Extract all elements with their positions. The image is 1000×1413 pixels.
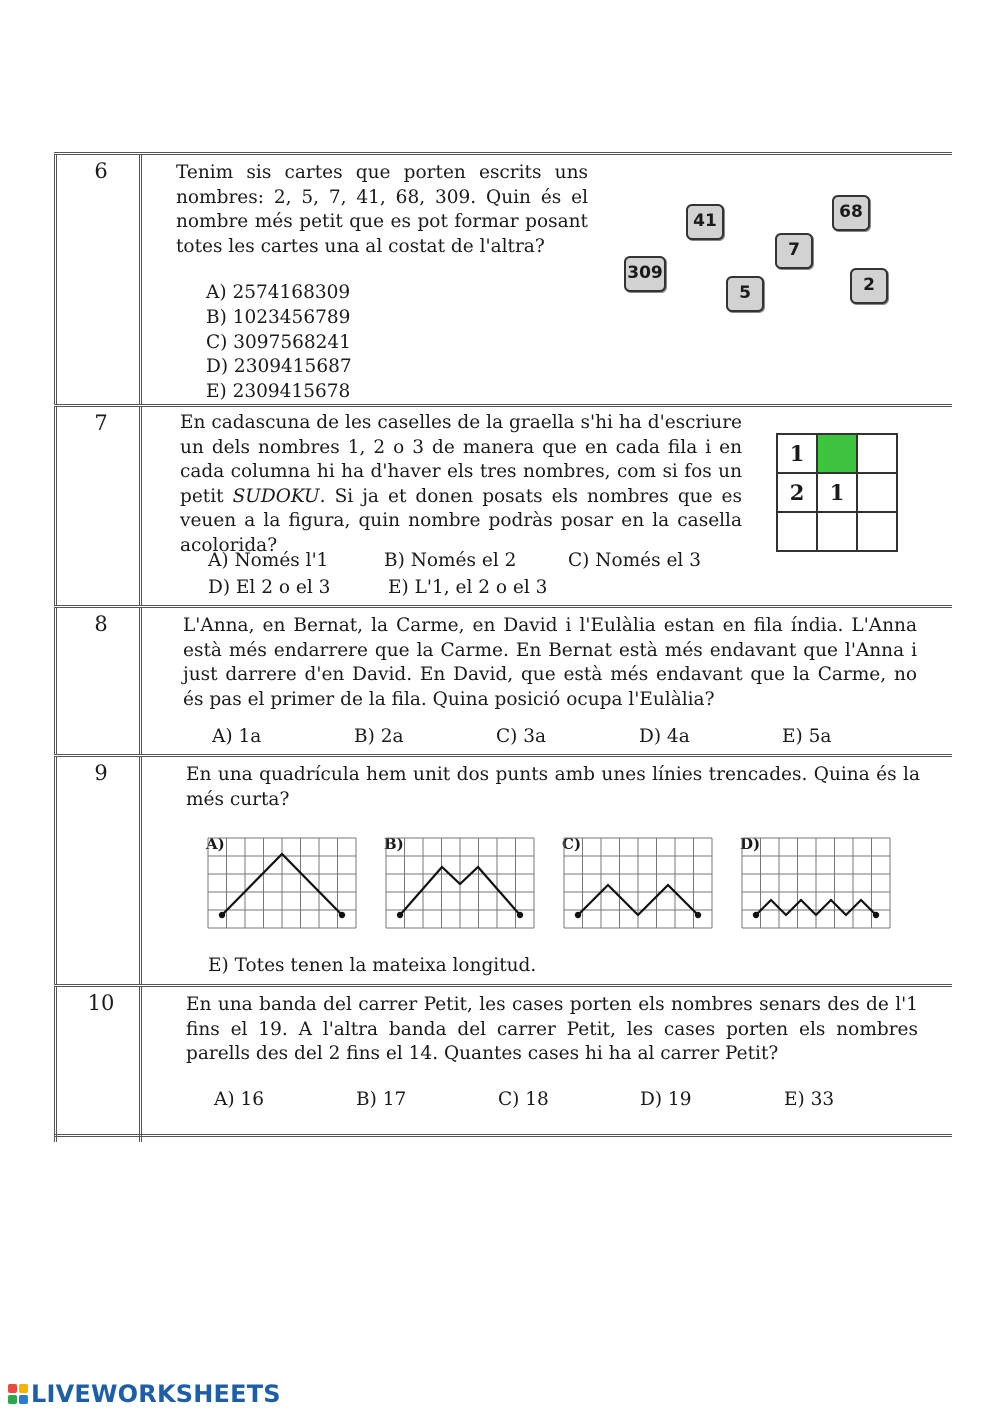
question-8-row xyxy=(54,605,952,755)
liveworksheets-logo[interactable] xyxy=(8,1380,281,1408)
option-c[interactable]: C) 3a xyxy=(496,726,547,747)
path-figure-d[interactable] xyxy=(740,836,892,932)
grid-cell: 1 xyxy=(777,434,817,473)
option-b[interactable]: B) 2a xyxy=(354,726,404,747)
grid-cell-highlighted[interactable] xyxy=(817,434,857,473)
question-text-end: . Si ja et donen posats els nombres que es veuen a la figura, quin nombre podràs posar en la casella acolorida? xyxy=(180,485,742,556)
sudoku-grid xyxy=(776,433,898,552)
question-content xyxy=(144,608,952,755)
question-6-row xyxy=(54,152,952,405)
option-b[interactable]: B) 1023456789 xyxy=(206,307,351,328)
question-text: En una banda del carrer Petit, les cases porten els nombres senars des de l'1 fins el 19. A l'altra banda del carrer Petit, les cases porten els nombres parells des del 2 fins el 14. Quantes cases hi ha al carrer Petit? xyxy=(186,994,918,1064)
question-number-cell xyxy=(54,608,142,755)
option-a[interactable]: A) 16 xyxy=(214,1089,264,1110)
option-a[interactable]: A) Només l'1 xyxy=(208,550,329,571)
option-e[interactable]: E) 5a xyxy=(782,726,832,747)
option-d[interactable]: D) 4a xyxy=(639,726,690,747)
number-card-7: 7 xyxy=(775,233,813,269)
question-number-cell xyxy=(54,757,142,985)
table-stub-mid xyxy=(139,1137,142,1142)
grid-cell xyxy=(817,512,857,551)
option-d[interactable]: D) 19 xyxy=(640,1089,692,1110)
option-d[interactable]: D) 2309415687 xyxy=(206,356,352,377)
question-content xyxy=(144,757,952,985)
figure-label-c: C) xyxy=(562,835,582,853)
option-c[interactable]: C) 18 xyxy=(498,1089,549,1110)
logo-squares-icon xyxy=(8,1384,28,1404)
option-c[interactable]: C) Només el 3 xyxy=(568,550,701,571)
question-number: 8 xyxy=(94,612,108,636)
question-number: 9 xyxy=(94,761,108,785)
grid-cell: 2 xyxy=(777,473,817,512)
question-number: 6 xyxy=(94,159,108,183)
number-card-5: 5 xyxy=(726,276,764,312)
option-e[interactable]: E) 33 xyxy=(784,1089,835,1110)
question-7-row xyxy=(54,404,952,606)
question-text: L'Anna, en Bernat, la Carme, en David i l'Eulàlia estan en fila índia. L'Anna està més endarrere que la Carme. En Bernat està més endavant que l'Anna i just darrere d'en David. En David, que està més endavant que la Carme, no és pas el primer de la fila. Quina posició ocupa l'Eulàlia? xyxy=(183,615,917,710)
option-e[interactable]: E) Totes tenen la mateixa longitud. xyxy=(208,955,537,976)
question-number-cell xyxy=(54,155,142,405)
question-content xyxy=(144,155,952,405)
question-number-cell xyxy=(54,407,142,606)
option-e[interactable]: E) L'1, el 2 o el 3 xyxy=(388,577,548,598)
figure-label-d: D) xyxy=(740,835,761,853)
option-e[interactable]: E) 2309415678 xyxy=(206,381,351,402)
figure-label-a: A) xyxy=(206,835,225,853)
question-9-row xyxy=(54,754,952,985)
path-figure-a[interactable] xyxy=(206,836,358,932)
figure-label-b: B) xyxy=(384,835,404,853)
logo-text: LIVEWORKSHEETS xyxy=(31,1380,281,1408)
option-c[interactable]: C) 3097568241 xyxy=(206,332,351,353)
question-content xyxy=(144,987,952,1137)
question-content xyxy=(144,407,952,606)
sudoku-word: SUDOKU xyxy=(232,485,320,507)
option-a[interactable]: A) 1a xyxy=(212,726,262,747)
question-text: En una quadrícula hem unit dos punts amb unes línies trencades. Quina és la més curta? xyxy=(186,764,920,810)
number-card-309: 309 xyxy=(624,256,666,292)
table-bottom-border xyxy=(54,1134,952,1137)
option-b[interactable]: B) Només el 2 xyxy=(384,550,517,571)
grid-cell: 1 xyxy=(817,473,857,512)
question-number: 7 xyxy=(94,411,108,435)
path-figure-c[interactable] xyxy=(562,836,714,932)
question-text-start: En cadascuna de les caselles de la graella s'hi ha d'escriure un dels nombres 1, 2 o 3 de manera que en cada fila i en cada columna hi ha d'haver els tres nombres, com si fos un petit xyxy=(180,412,742,507)
path-figure-b[interactable] xyxy=(384,836,536,932)
question-10-row xyxy=(54,984,952,1137)
grid-cell xyxy=(777,512,817,551)
option-a[interactable]: A) 2574168309 xyxy=(206,282,351,303)
option-b[interactable]: B) 17 xyxy=(356,1089,407,1110)
question-text xyxy=(180,411,742,558)
question-number: 10 xyxy=(87,991,115,1015)
table-stub-left xyxy=(54,1137,57,1142)
number-card-41: 41 xyxy=(686,204,724,240)
option-d[interactable]: D) El 2 o el 3 xyxy=(208,577,331,598)
question-number-cell xyxy=(54,987,142,1137)
grid-cell xyxy=(857,434,897,473)
number-card-68: 68 xyxy=(832,195,870,231)
grid-cell xyxy=(857,512,897,551)
grid-cell xyxy=(857,473,897,512)
number-card-2: 2 xyxy=(850,268,888,304)
question-text: Tenim sis cartes que porten escrits uns nombres: 2, 5, 7, 41, 68, 309. Quin és el nombre més petit que es pot formar posant totes les cartes una al costat de l'altra? xyxy=(176,162,588,257)
